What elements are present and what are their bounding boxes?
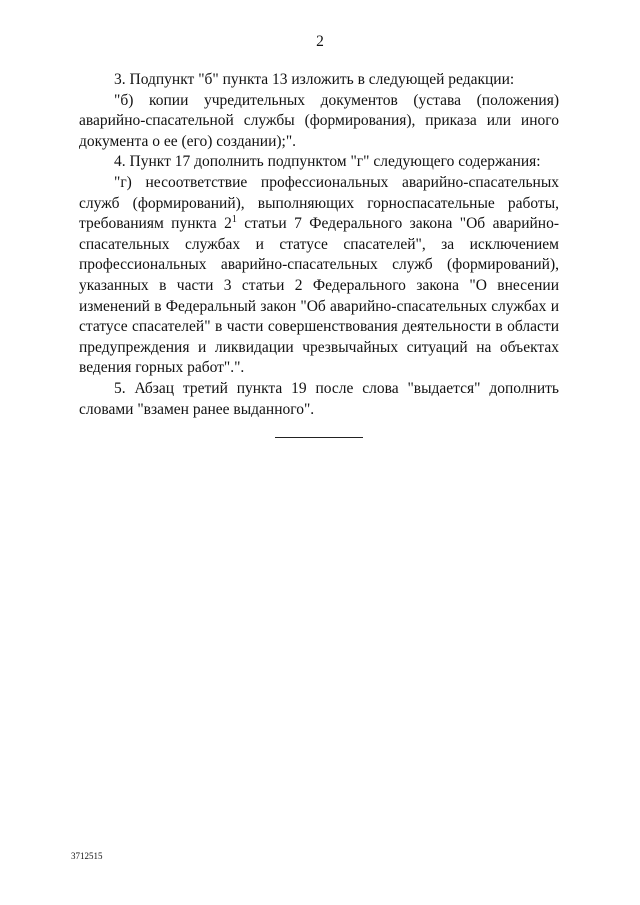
subclause-g-text-start: "г) несоответствие профессиональных аварийно-спасательных служб (формирований), выполняющих горноспасательные работы, требованиям пункта 2 — [79, 173, 559, 233]
document-code: 3712515 — [71, 851, 103, 861]
paragraph-4-subclause-g — [79, 173, 559, 379]
document-body — [79, 70, 559, 420]
subclause-g-text-end: статьи 7 Федерального закона "Об аварийно-спасательных службах и статусе спасателей", за исключением профессиональных аварийно-спасательных служб (формирований), указанных в части 3 статьи 2 Федерального закона "О внесении изменений в Федеральный закон "Об аварийно-спасательных службах и статусе спасателей" в части совершенствования деятельности в области предупреждения и ликвидации чрезвычайных ситуаций на объектах ведения горных работ".". — [79, 215, 559, 377]
end-of-text-rule — [275, 437, 363, 438]
paragraph-4: 4. Пункт 17 дополнить подпунктом "г" следующего содержания: — [114, 153, 541, 171]
page-number: 2 — [316, 33, 324, 50]
paragraph-3: 3. Подпункт "б" пункта 13 изложить в следующей редакции: — [114, 71, 515, 88]
paragraph-3-subclause-b: "б) копии учредительных документов (устава (положения) аварийно-спасательной службы (формирования), приказа или иного документа о ее (его) создании);". — [79, 91, 559, 150]
paragraph-5: 5. Абзац третий пункта 19 после слова "выдается" дополнить словами "взамен ранее выданного". — [79, 379, 559, 418]
superscript-one: 1 — [231, 214, 237, 225]
